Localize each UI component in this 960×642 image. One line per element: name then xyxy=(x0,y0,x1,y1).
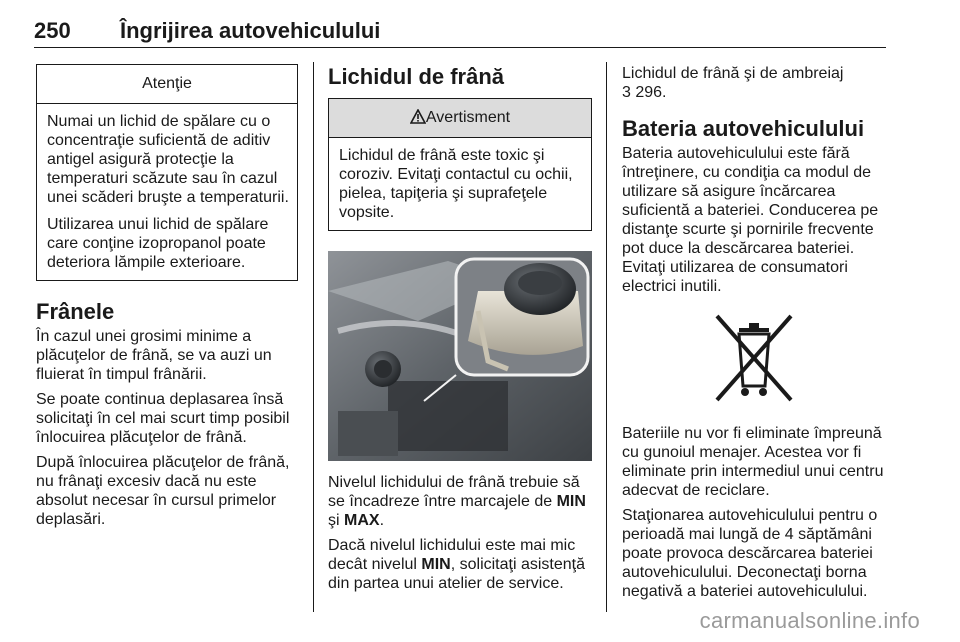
min-marker-label: MIN xyxy=(556,493,586,510)
page-title: Îngrijirea autovehiculului xyxy=(120,18,381,43)
column-1 xyxy=(36,64,298,535)
crossed-out-bin-icon xyxy=(709,308,799,408)
warning-text: Lichidul de frână este toxic şi coroziv. Evitaţi contactul cu ochii, pielea, tapiţeria şi suprafeţele vopsite. xyxy=(339,147,573,221)
watermark: carmanualsonline.info xyxy=(699,608,920,633)
p1-text-end: . xyxy=(379,512,385,529)
battery-paragraph-2: Bateriile nu vor fi eliminate împreună cu gunoiul menajer. Acestea vor fi eliminate prin intermediul unui centru adecvat de reciclare. xyxy=(622,425,884,499)
section-title-brake-fluid: Lichidul de frână xyxy=(328,64,505,89)
brakes-paragraph-1: În cazul unei grosimi minime a plăcuţelor de frână, se va auzi un fluierat în timpul frânării. xyxy=(36,328,272,383)
cross-reference-page[interactable]: 3 296. xyxy=(622,84,667,101)
attention-box xyxy=(36,64,298,281)
engine-bay-photo xyxy=(328,251,592,461)
warning-title-text: Avertisment xyxy=(425,109,511,126)
column-2 xyxy=(328,64,592,599)
brake-fluid-paragraph-2 xyxy=(328,536,592,593)
column-3 xyxy=(622,64,886,607)
p1-text-before: Nivelul lichidului de frână trebuie să se încadreze între marcajele de xyxy=(328,474,580,510)
p2-text-after: , solicitaţi asistenţă din partea unui atelier de service. xyxy=(328,556,585,592)
page-number: 250 xyxy=(34,18,71,43)
max-marker-label: MAX xyxy=(344,512,380,529)
page-header xyxy=(34,0,886,50)
battery-paragraph-3: Staţionarea autovehiculului pentru o perioadă mai lungă de 4 săptămâni poate provoca descărcarea bateriei autovehiculului. Deconectaţi borna negativă a bateriei autovehiculului. xyxy=(622,507,878,600)
warning-box xyxy=(328,98,592,231)
column-divider-1 xyxy=(313,62,314,612)
battery-paragraph-1: Bateria autovehiculului este fără întreţinere, cu condiţia ca modul de utilizare să asigure încărcarea suficientă a bateriei. Conducerea pe distanţe scurte şi pornirile frecvente pot duce la descărcarea bateriei. Evitaţi utilizarea de consumatori electrici inutili. xyxy=(622,145,879,295)
p1-text-mid: şi xyxy=(328,512,344,529)
brake-fluid-paragraph-1 xyxy=(328,473,592,530)
brakes-paragraph-3: După înlocuirea plăcuţelor de frână, nu frânaţi excesiv dacă nu este absolut necesar în cursul primelor deplasări. xyxy=(36,454,290,528)
header-rule xyxy=(34,47,886,48)
warning-triangle-icon xyxy=(410,109,426,124)
column-divider-2 xyxy=(606,62,607,612)
section-title-brakes: Frânele xyxy=(36,299,115,324)
brakes-paragraph-2: Se poate continua deplasarea însă solicitaţi în cel mai scurt timp posibil înlocuirea plăcuţelor de frână. xyxy=(36,391,290,446)
section-title-battery: Bateria autovehiculului xyxy=(622,116,865,141)
warning-box-title xyxy=(329,99,591,138)
attention-text-1: Numai un lichid de spălare cu o concentraţie suficientă de aditiv antigel asigură protecţie la temperaturi scăzute sau în cazul unei scăderi bruşte a temperaturii. xyxy=(47,113,289,206)
p2-text-before: Dacă nivelul lichidului este mai mic decât nivelul xyxy=(328,537,576,573)
attention-text-2: Utilizarea unui lichid de spălare care conţine izopropanol poate deteriora lămpile exterioare. xyxy=(47,216,269,271)
attention-box-title: Atenţie xyxy=(37,65,297,104)
cross-reference-text: Lichidul de frână şi de ambreiaj xyxy=(622,65,844,82)
min-marker-label-2: MIN xyxy=(421,556,451,573)
